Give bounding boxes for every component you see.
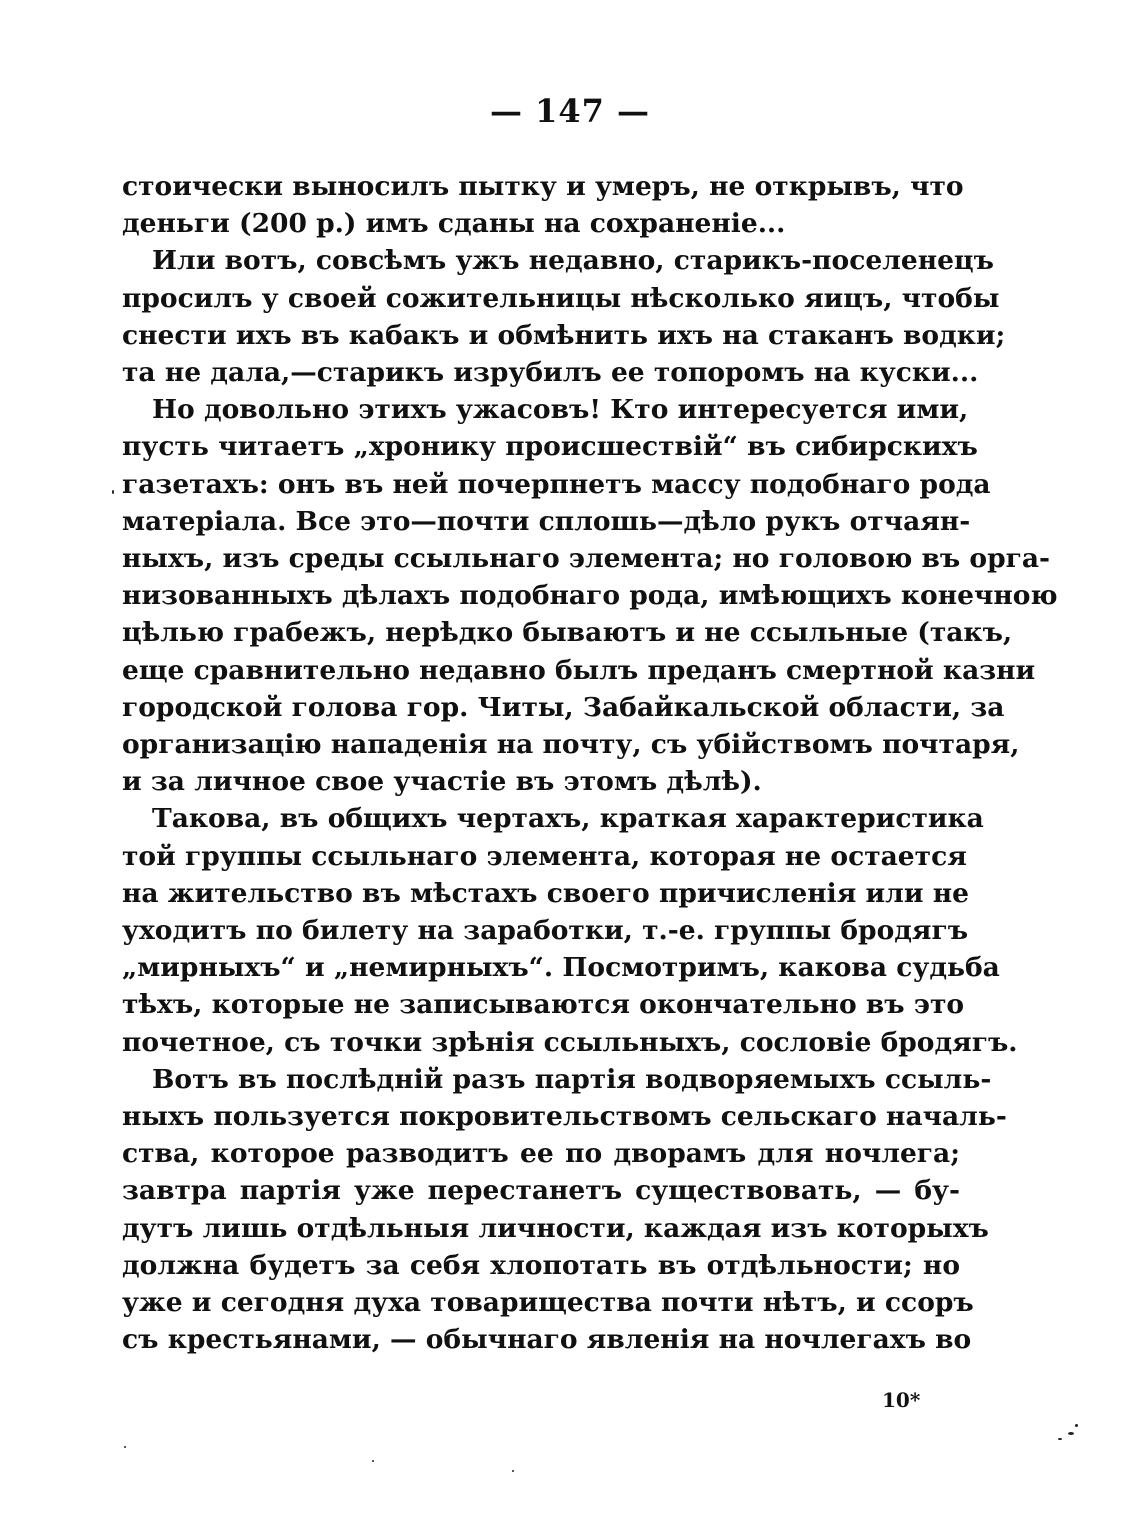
text-line: ныхъ пользуется покровительствомъ сельскаго началь- bbox=[122, 1101, 1007, 1133]
text-line: завтра партія уже перестанетъ существовать, — бу- bbox=[122, 1175, 960, 1207]
text-line: ныхъ, изъ среды ссыльнаго элемента; но головою въ орга- bbox=[122, 543, 1051, 575]
scan-speck bbox=[512, 1470, 514, 1472]
scan-speck bbox=[1075, 1424, 1078, 1427]
text-line: Такова, въ общихъ чертахъ, краткая характеристика bbox=[152, 803, 984, 835]
text-line: Вотъ въ послѣдній разъ партія водворяемыхъ ссыль- bbox=[152, 1063, 992, 1095]
paragraph-3 bbox=[122, 391, 1058, 800]
scan-speck bbox=[112, 490, 114, 494]
text-line: низованныхъ дѣлахъ подобнаго рода, имѣющихъ конечною bbox=[122, 580, 1058, 612]
text-line: та не дала,—старикъ изрубилъ ее топоромъ на куски... bbox=[122, 357, 979, 389]
text-line: уходитъ по билету на заработки, т.-е. группы бродягъ bbox=[122, 915, 969, 947]
text-line: дутъ лишь отдѣльныя личности, каждая изъ которыхъ bbox=[122, 1212, 989, 1244]
text-line: ства, которое разводитъ ее по дворамъ для ночлега; bbox=[122, 1138, 960, 1170]
text-line: должна будетъ за себя хлопотать въ отдѣльности; но bbox=[122, 1249, 960, 1281]
printer-signature: 10* bbox=[882, 1388, 921, 1412]
text-line: снести ихъ въ кабакъ и обмѣнить ихъ на стаканъ водки; bbox=[122, 319, 1006, 351]
body-text bbox=[122, 168, 1058, 1359]
text-line: и за личное свое участіе въ этомъ дѣлѣ). bbox=[122, 766, 762, 798]
text-line: Или вотъ, совсѣмъ ужъ недавно, старикъ-поселенецъ bbox=[152, 245, 994, 277]
text-line: той группы ссыльнаго элемента, которая не остается bbox=[122, 840, 967, 872]
text-line: „мирныхъ“ и „немирныхъ“. Посмотримъ, какова судьба bbox=[122, 952, 1000, 984]
text-line: еще сравнительно недавно былъ преданъ смертной казни bbox=[122, 654, 1036, 686]
paragraph-4 bbox=[122, 800, 1018, 1060]
scan-speck bbox=[1068, 1432, 1074, 1435]
paragraph-2 bbox=[122, 242, 1006, 391]
text-line: тѣхъ, которые не записываются окончательно въ это bbox=[122, 989, 965, 1021]
text-line: деньги (200 р.) имъ сданы на сохраненіе... bbox=[122, 208, 786, 240]
text-line: газетахъ: онъ въ ней почерпнетъ массу подобнаго рода bbox=[122, 468, 991, 500]
text-line: на жительство въ мѣстахъ своего причисленія или не bbox=[122, 877, 970, 909]
scan-speck bbox=[1058, 1438, 1062, 1440]
text-line: стоически выносилъ пытку и умеръ, не открывъ, что bbox=[122, 171, 964, 202]
text-line: просилъ у своей сожительницы нѣсколько яицъ, чтобы bbox=[122, 282, 1000, 314]
paragraph-5 bbox=[122, 1061, 1007, 1359]
text-line: Но довольно этихъ ужасовъ! Кто интересуется ими, bbox=[152, 394, 969, 426]
paragraph-1 bbox=[122, 168, 964, 242]
text-line: городской голова гор. Читы, Забайкальской области, за bbox=[122, 691, 1005, 723]
text-line: матеріала. Все это—почти сплошь—дѣло рукъ отчаян- bbox=[122, 505, 971, 537]
text-line: почетное, съ точки зрѣнія ссыльныхъ, сословіе бродягъ. bbox=[122, 1026, 1018, 1058]
text-line: организацію нападенія на почту, съ убійствомъ почтаря, bbox=[122, 729, 1020, 761]
text-line: пусть читаетъ „хронику происшествій“ въ сибирскихъ bbox=[122, 431, 978, 463]
text-line: цѣлью грабежъ, нерѣдко бываютъ и не ссыльные (такъ, bbox=[122, 617, 1013, 649]
text-line: уже и сегодня духа товарищества почти нѣтъ, и ссоръ bbox=[122, 1287, 974, 1319]
text-line: съ крестьянами, — обычнаго явленія на ночлегахъ во bbox=[122, 1324, 972, 1356]
scan-speck bbox=[372, 1460, 374, 1462]
scan-speck bbox=[124, 1446, 126, 1448]
page-number: — 147 — bbox=[489, 92, 651, 130]
